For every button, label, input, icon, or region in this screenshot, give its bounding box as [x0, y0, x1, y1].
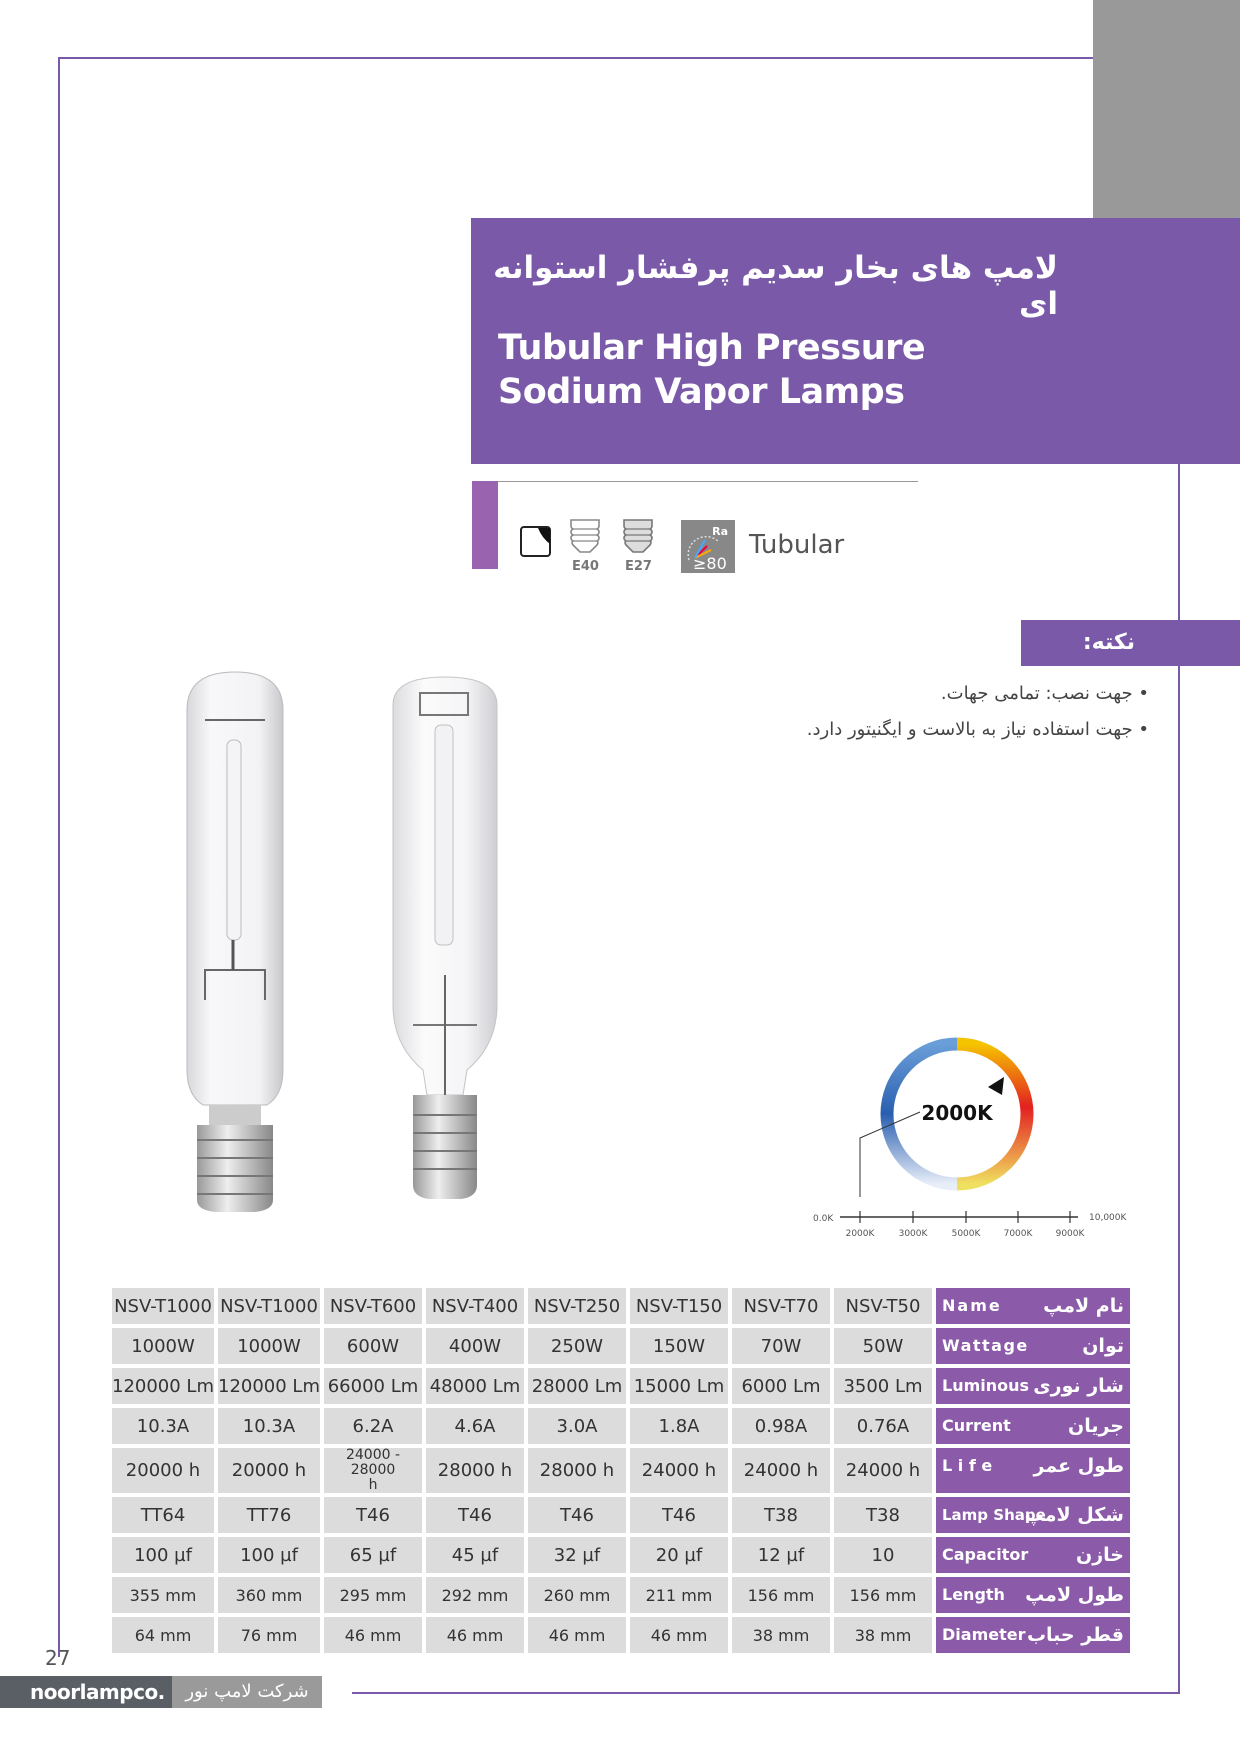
- table-cell: T46: [528, 1497, 626, 1533]
- notes-list: [807, 683, 1149, 755]
- row-header: [936, 1368, 1130, 1404]
- cct-tick-label: 2000K: [845, 1229, 875, 1239]
- table-cell: T38: [732, 1497, 830, 1533]
- row-header-fa: قطر حباب: [1026, 1624, 1124, 1646]
- shape-label: Tubular: [749, 530, 845, 560]
- table-cell: 250W: [528, 1328, 626, 1364]
- table-cell: 24000 h: [630, 1448, 728, 1493]
- table-cell: 4.6A: [426, 1408, 524, 1444]
- gray-corner-block: [1093, 0, 1240, 218]
- table-cell: T46: [630, 1497, 728, 1533]
- note-item: • جهت استفاده نیاز به بالاست و ایگنیتور دارد.: [807, 719, 1149, 740]
- table-cell: 76 mm: [218, 1617, 320, 1653]
- table-cell: 3.0A: [528, 1408, 626, 1444]
- table-cell: 28000 Lm: [528, 1368, 626, 1404]
- table-cell: 600W: [324, 1328, 422, 1364]
- table-cell: 10: [834, 1537, 932, 1573]
- table-cell: 28000 h: [426, 1448, 524, 1493]
- table-cell: NSV-T70: [732, 1288, 830, 1324]
- table-cell: 10.3A: [218, 1408, 320, 1444]
- cct-scale-min: 0.0K: [813, 1214, 834, 1224]
- ra-index-icon: [681, 520, 735, 573]
- row-header: [936, 1577, 1130, 1613]
- table-cell: 1000W: [218, 1328, 320, 1364]
- table-cell: NSV-T400: [426, 1288, 524, 1324]
- e27-base-icon: [621, 518, 655, 558]
- table-cell: 100 µf: [112, 1537, 214, 1573]
- table-cell: 20000 h: [218, 1448, 320, 1493]
- table-cell: [324, 1448, 422, 1493]
- row-header-en: Lamp Shape: [942, 1506, 1046, 1524]
- table-cell: NSV-T1000: [112, 1288, 214, 1324]
- color-temperature-diagram: [800, 1035, 1140, 1245]
- table-cell: 65 µf: [324, 1537, 422, 1573]
- table-cell: NSV-T600: [324, 1288, 422, 1324]
- row-header: [936, 1408, 1130, 1444]
- row-header-en: Length: [942, 1585, 1005, 1604]
- table-cell: 360 mm: [218, 1577, 320, 1613]
- table-cell: 32 µf: [528, 1537, 626, 1573]
- row-header-en: Name: [942, 1296, 1002, 1315]
- title-persian: لامپ های بخار سدیم پرفشار استوانه ای: [493, 250, 1058, 322]
- frame-left-line: [58, 57, 60, 1657]
- row-header: [936, 1328, 1130, 1364]
- e40-label: E40: [572, 559, 599, 574]
- row-header-en: Luminous: [942, 1376, 1030, 1395]
- frame-top-line: [58, 57, 1094, 59]
- table-row: [112, 1497, 1130, 1533]
- table-row: [112, 1537, 1130, 1573]
- row-header-en: Wattage: [942, 1336, 1029, 1355]
- table-row: [112, 1288, 1130, 1324]
- table-row: [112, 1617, 1130, 1653]
- table-cell: 6.2A: [324, 1408, 422, 1444]
- row-header-fa: طول عمر: [1033, 1455, 1124, 1477]
- table-cell: 15000 Lm: [630, 1368, 728, 1404]
- table-cell: 64 mm: [112, 1617, 214, 1653]
- table-cell: 3500 Lm: [834, 1368, 932, 1404]
- table-cell: 6000 Lm: [732, 1368, 830, 1404]
- title-english-line1: Tubular High Pressure: [498, 328, 926, 368]
- table-cell: NSV-T150: [630, 1288, 728, 1324]
- notes-title: نکته:: [1021, 620, 1240, 666]
- table-cell: 120000 Lm: [218, 1368, 320, 1404]
- table-row: [112, 1368, 1130, 1404]
- row-header: [936, 1617, 1130, 1653]
- table-cell: NSV-T50: [834, 1288, 932, 1324]
- cct-leader-line: [860, 1112, 920, 1197]
- ra-label: Ra: [712, 525, 728, 538]
- cct-tick-label: 3000K: [898, 1229, 928, 1239]
- table-cell: 46 mm: [426, 1617, 524, 1653]
- table-cell: TT76: [218, 1497, 320, 1533]
- table-cell: NSV-T250: [528, 1288, 626, 1324]
- table-cell: 28000 h: [528, 1448, 626, 1493]
- row-header-en: L i f e: [942, 1456, 993, 1475]
- row-header-fa: نام لامپ: [1043, 1295, 1124, 1317]
- page-number: 27: [45, 1646, 71, 1670]
- table-cell: 46 mm: [528, 1617, 626, 1653]
- row-header: [936, 1497, 1130, 1533]
- table-cell: 48000 Lm: [426, 1368, 524, 1404]
- table-cell: 295 mm: [324, 1577, 422, 1613]
- table-cell: 38 mm: [732, 1617, 830, 1653]
- icon-accent-bar: [472, 481, 498, 569]
- spec-table: [108, 1284, 1134, 1657]
- logo-persian: شرکت لامپ نور: [172, 1676, 322, 1708]
- row-header-fa: شار نوری: [1033, 1375, 1124, 1397]
- table-cell: 66000 Lm: [324, 1368, 422, 1404]
- table-row: [112, 1328, 1130, 1364]
- table-cell: 20 µf: [630, 1537, 728, 1573]
- cct-tick-label: 5000K: [951, 1229, 981, 1239]
- row-header: [936, 1448, 1130, 1493]
- title-english: [498, 326, 925, 414]
- lamp-image-2: [385, 675, 505, 1210]
- table-cell: 12 µf: [732, 1537, 830, 1573]
- table-row: [112, 1448, 1130, 1493]
- table-cell: T38: [834, 1497, 932, 1533]
- clear-glass-icon: [520, 526, 552, 558]
- table-cell: 46 mm: [630, 1617, 728, 1653]
- table-cell: 10.3A: [112, 1408, 214, 1444]
- table-cell: 70W: [732, 1328, 830, 1364]
- note-item: • جهت نصب: تمامی جهات.: [807, 683, 1149, 704]
- table-row: [112, 1577, 1130, 1613]
- row-header-fa: طول لامپ: [1025, 1584, 1124, 1606]
- ra-value: ≥80: [693, 554, 727, 573]
- table-cell: 45 µf: [426, 1537, 524, 1573]
- cct-value: 2000K: [921, 1101, 993, 1125]
- table-cell: T46: [426, 1497, 524, 1533]
- row-header: [936, 1288, 1130, 1324]
- cct-tick-label: 7000K: [1003, 1229, 1033, 1239]
- table-cell: NSV-T1000: [218, 1288, 320, 1324]
- table-cell: T46: [324, 1497, 422, 1533]
- table-cell: 100 µf: [218, 1537, 320, 1573]
- table-cell: 0.76A: [834, 1408, 932, 1444]
- title-box: [471, 218, 1240, 464]
- table-cell: 46 mm: [324, 1617, 422, 1653]
- table-cell-text: 24000 - 28000 h: [345, 1447, 401, 1493]
- table-cell: 150W: [630, 1328, 728, 1364]
- e40-base-icon: [568, 518, 602, 558]
- table-cell: 50W: [834, 1328, 932, 1364]
- table-cell: 120000 Lm: [112, 1368, 214, 1404]
- table-cell: 1000W: [112, 1328, 214, 1364]
- row-header-en: Diameter: [942, 1625, 1026, 1644]
- table-cell: 0.98A: [732, 1408, 830, 1444]
- row-header-en: Current: [942, 1416, 1011, 1435]
- row-header-en: Capacitor: [942, 1545, 1029, 1564]
- row-header: [936, 1537, 1130, 1573]
- table-cell: 24000 h: [834, 1448, 932, 1493]
- logo-english: noorlampco.: [0, 1676, 172, 1708]
- frame-bottom-line: [352, 1692, 1180, 1694]
- table-cell: 292 mm: [426, 1577, 524, 1613]
- table-cell: 156 mm: [834, 1577, 932, 1613]
- table-cell: 24000 h: [732, 1448, 830, 1493]
- row-header-fa: جریان: [1068, 1415, 1124, 1437]
- table-cell: 156 mm: [732, 1577, 830, 1613]
- table-cell: TT64: [112, 1497, 214, 1533]
- row-header-fa: خازن: [1076, 1544, 1124, 1566]
- table-cell: 211 mm: [630, 1577, 728, 1613]
- table-cell: 38 mm: [834, 1617, 932, 1653]
- table-cell: 400W: [426, 1328, 524, 1364]
- cct-pointer-icon: [988, 1077, 1004, 1095]
- cct-tick-label: 9000K: [1055, 1229, 1085, 1239]
- table-cell: 20000 h: [112, 1448, 214, 1493]
- row-header-fa: توان: [1082, 1335, 1124, 1357]
- table-cell: 355 mm: [112, 1577, 214, 1613]
- table-cell: 260 mm: [528, 1577, 626, 1613]
- cct-scale-max: 10,000K: [1089, 1213, 1127, 1223]
- table-row: [112, 1408, 1130, 1444]
- lamp-image-1: [175, 670, 305, 1215]
- e27-label: E27: [625, 559, 652, 574]
- title-english-line2: Sodium Vapor Lamps: [498, 372, 905, 412]
- company-logo: [0, 1676, 322, 1708]
- icon-divider-line: [498, 481, 918, 482]
- row-header-fa: شکل لامپ: [1024, 1504, 1124, 1526]
- table-cell: 1.8A: [630, 1408, 728, 1444]
